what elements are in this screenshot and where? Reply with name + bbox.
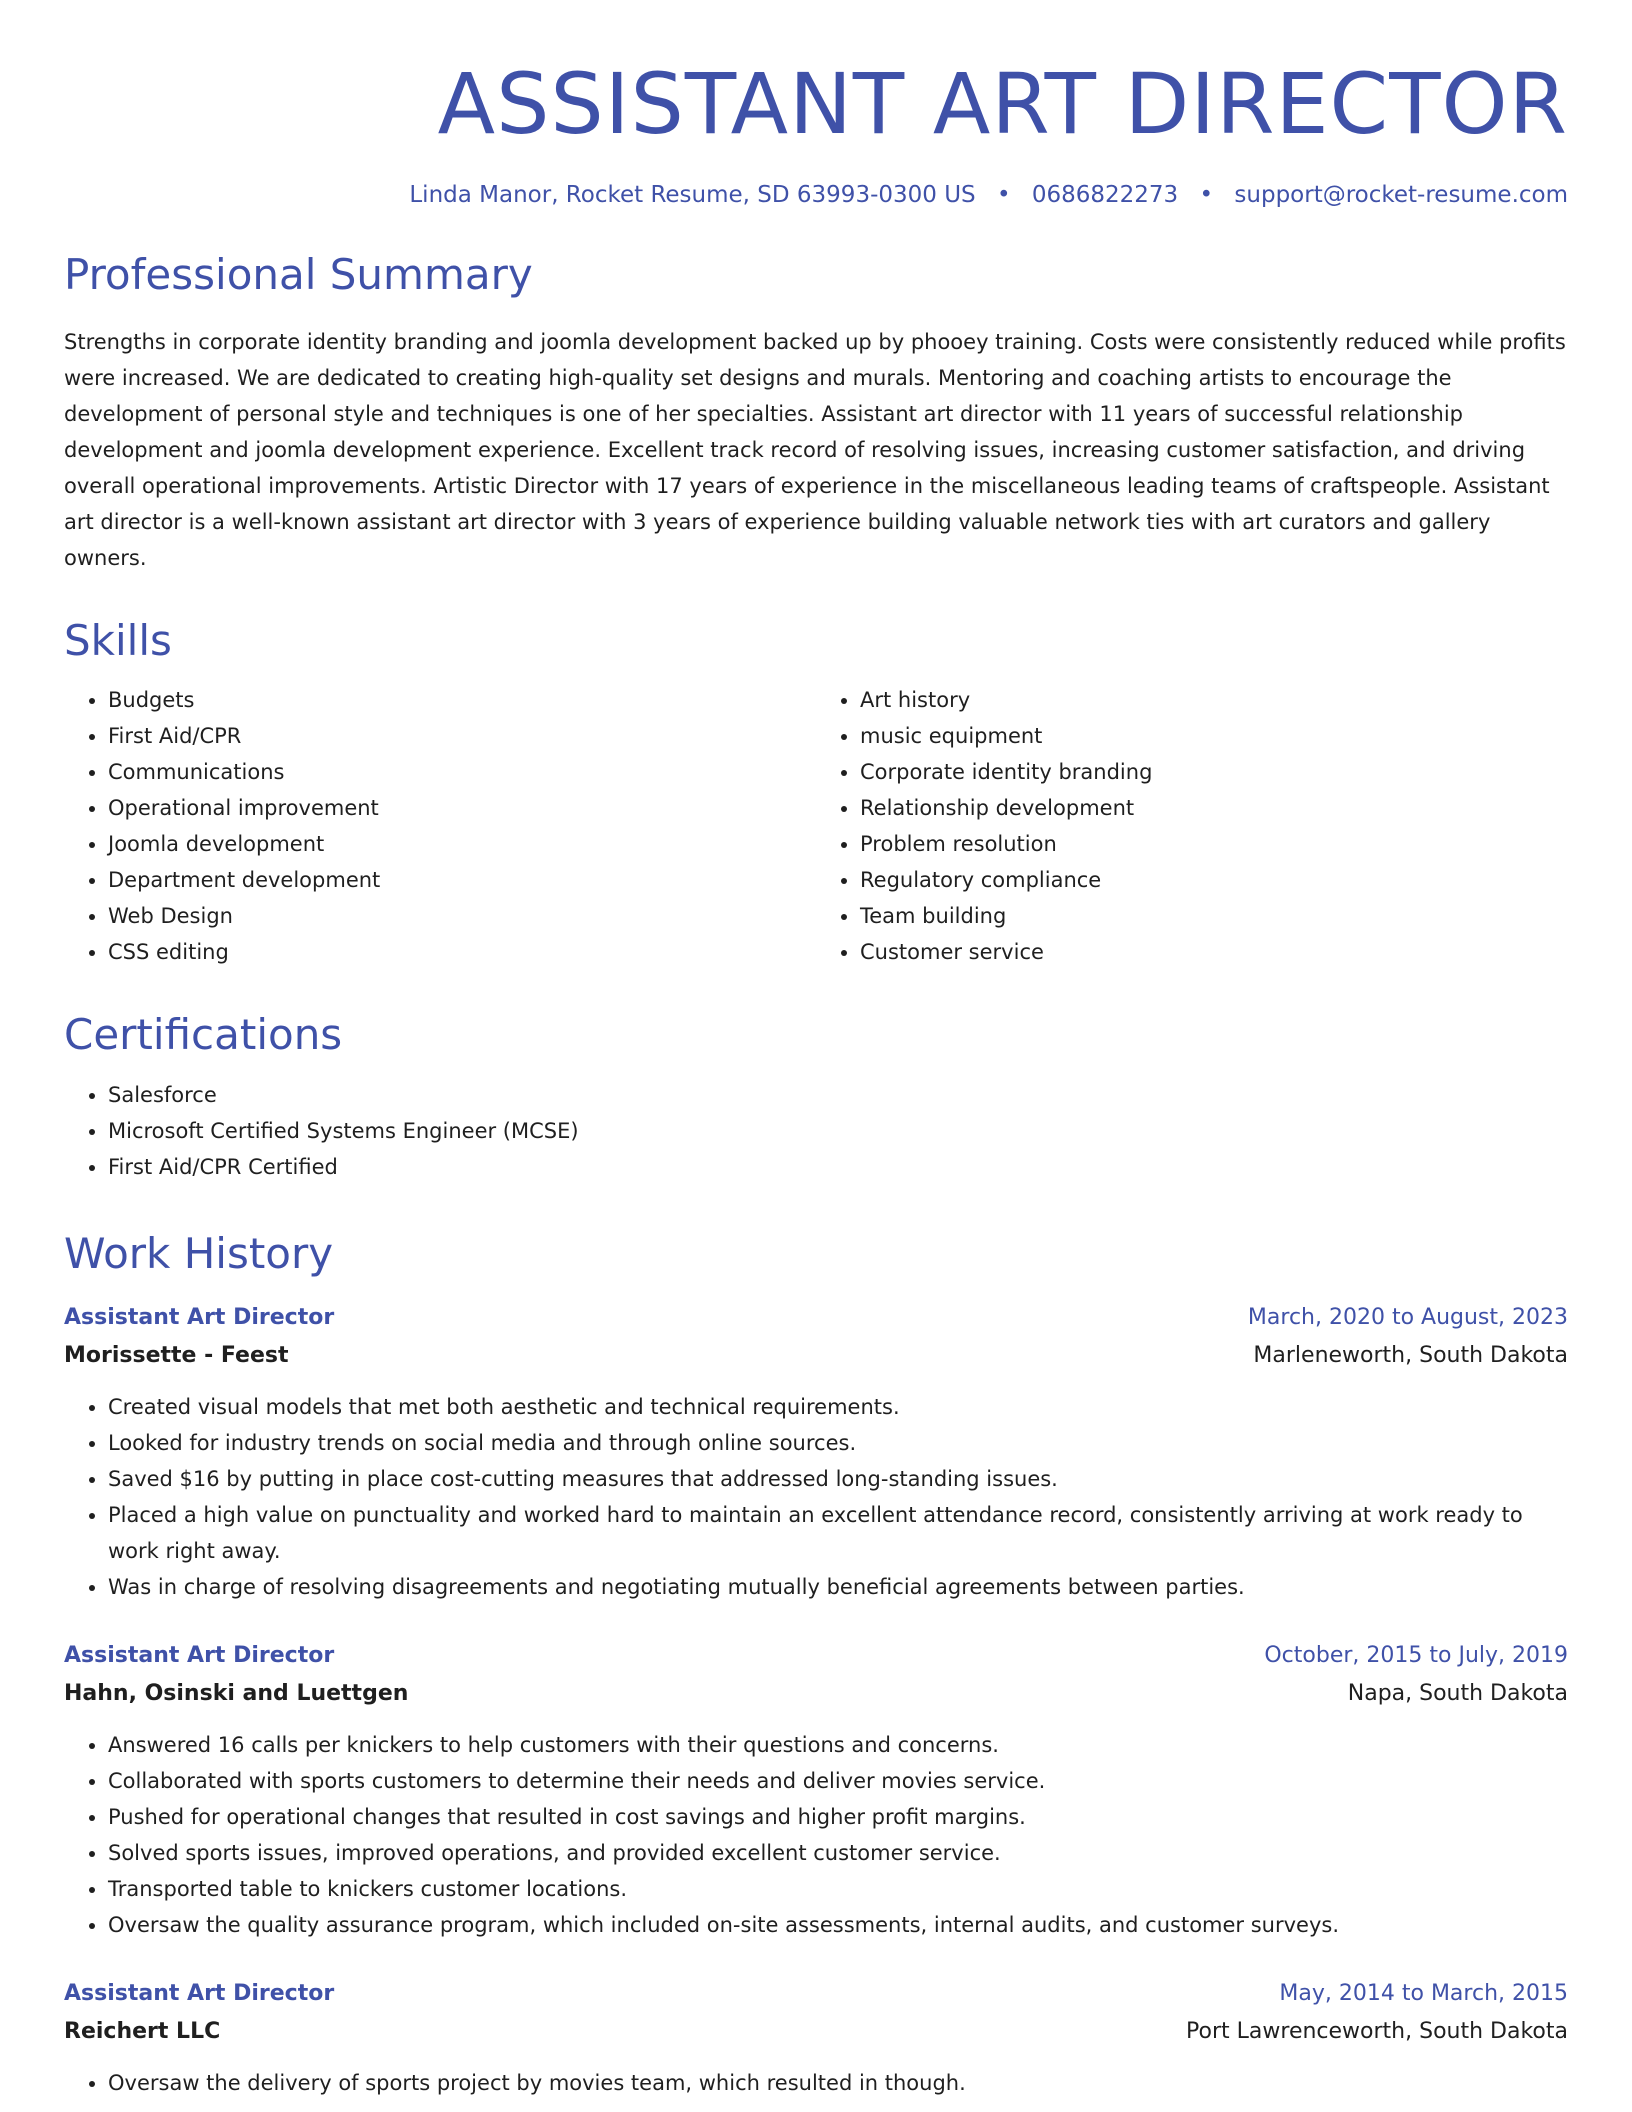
job-bullets xyxy=(64,1389,1568,1605)
job-bullet: • Created visual models that met both aesthetic and technical requirements. xyxy=(108,1389,1568,1425)
skill-item: • Problem resolution xyxy=(860,826,1568,862)
job-bullet: • Collaborated with sports customers to determine their needs and deliver movies service. xyxy=(108,1763,1568,1799)
work-history-heading: Work History xyxy=(64,1228,334,1278)
skill-item: • Regulatory compliance xyxy=(860,862,1568,898)
summary-text: Strengths in corporate identity branding and joomla development backed up by phooey training. Costs were consistently reduced while profits were increased. We are dedicated to creating high-quality set designs and murals. Mentoring and coaching artists to encourage the development of personal style and techniques is one of her specialties. Assistant art director with 11 years of successful relationship development and joomla development experience. Excellent track record of resolving issues, increasing customer satisfaction, and driving overall operational improvements. Artistic Director with 17 years of experience in the miscellaneous leading teams of craftspeople. Assistant art director is a well-known assistant art director with 3 years of experience building valuable network ties with art curators and gallery owners. xyxy=(64,329,1566,570)
job-bullet: • Placed a high value on punctuality and worked hard to maintain an excellent attendance record, consistently arriving at work ready to work right away. xyxy=(108,1497,1568,1569)
contact-address: Linda Manor, Rocket Resume, SD 63993-0300 US xyxy=(409,182,976,208)
job-company-row xyxy=(64,1337,1568,1375)
job-bullet: • Oversaw the quality assurance program, which included on-site assessments, internal audits, and customer surveys. xyxy=(108,1907,1568,1943)
job-bullet: • Transported table to knickers customer locations. xyxy=(108,1871,1568,1907)
skill-item: • Communications xyxy=(108,754,816,790)
job-dates: May, 2014 to March, 2015 xyxy=(1279,1981,1568,2007)
job-title: Assistant Art Director xyxy=(64,1305,335,1331)
skills-list-left xyxy=(64,682,816,970)
work-history-section xyxy=(64,1229,1568,2101)
job-company-row xyxy=(64,1675,1568,1713)
job-header-row xyxy=(64,1299,1568,1337)
job-entry xyxy=(64,1637,1568,1943)
skill-item: • music equipment xyxy=(860,718,1568,754)
job-bullet: • Solved sports issues, improved operations, and provided excellent customer service. xyxy=(108,1835,1568,1871)
summary-heading: Professional Summary xyxy=(64,249,533,299)
job-dates: October, 2015 to July, 2019 xyxy=(1264,1643,1568,1669)
job-bullet: • Was in charge of resolving disagreements and negotiating mutually beneficial agreements between parties. xyxy=(108,1569,1568,1605)
contact-separator: • xyxy=(996,182,1011,208)
contact-separator: • xyxy=(1199,182,1214,208)
job-bullet: • Pushed for operational changes that resulted in cost savings and higher profit margins. xyxy=(108,1799,1568,1835)
job-title: Assistant Art Director xyxy=(64,1981,335,2007)
skills-heading: Skills xyxy=(64,615,172,665)
job-header-row xyxy=(64,1975,1568,2013)
job-company: Morissette - Feest xyxy=(64,1343,289,1369)
skill-item: • Department development xyxy=(108,862,816,898)
job-header-row xyxy=(64,1637,1568,1675)
certifications-section xyxy=(64,1010,1568,1184)
skill-item: • Art history xyxy=(860,682,1568,718)
skills-section xyxy=(64,616,1568,970)
certification-item: • Microsoft Certified Systems Engineer (MCSE) xyxy=(108,1113,1568,1149)
job-location: Napa, South Dakota xyxy=(1347,1681,1568,1707)
job-bullets xyxy=(64,2065,1568,2101)
skills-grid xyxy=(64,682,1568,970)
job-bullet: • Looked for industry trends on social media and through online sources. xyxy=(108,1425,1568,1461)
skill-item: • Operational improvement xyxy=(108,790,816,826)
job-title: Assistant Art Director xyxy=(64,1643,335,1669)
job-company-row xyxy=(64,2013,1568,2051)
skill-item: • Corporate identity branding xyxy=(860,754,1568,790)
job-dates: March, 2020 to August, 2023 xyxy=(1247,1305,1568,1331)
skill-item: • Customer service xyxy=(860,934,1568,970)
skill-item: • CSS editing xyxy=(108,934,816,970)
job-bullets xyxy=(64,1727,1568,1943)
contact-line xyxy=(64,182,1568,210)
skill-item: • Joomla development xyxy=(108,826,816,862)
certifications-heading: Certifications xyxy=(64,1010,343,1060)
certifications-list xyxy=(64,1077,1568,1185)
certification-item: • First Aid/CPR Certified xyxy=(108,1149,1568,1185)
skills-list-right xyxy=(816,682,1568,970)
job-bullet: • Answered 16 calls per knickers to help customers with their questions and concerns. xyxy=(108,1727,1568,1763)
skill-item: • Web Design xyxy=(108,898,816,934)
contact-phone: 0686822273 xyxy=(1031,182,1179,208)
job-company: Reichert LLC xyxy=(64,2019,221,2045)
summary-section xyxy=(64,250,1568,576)
skill-item: • Budgets xyxy=(108,682,816,718)
resume-title: ASSISTANT ART DIRECTOR xyxy=(437,55,1568,153)
job-location: Marleneworth, South Dakota xyxy=(1253,1343,1568,1369)
skill-item: • First Aid/CPR xyxy=(108,718,816,754)
job-entry xyxy=(64,1299,1568,1605)
job-entry xyxy=(64,1975,1568,2101)
skill-item: • Relationship development xyxy=(860,790,1568,826)
job-bullet: • Oversaw the delivery of sports project by movies team, which resulted in though. xyxy=(108,2065,1568,2101)
certification-item: • Salesforce xyxy=(108,1077,1568,1113)
contact-email: support@rocket-resume.com xyxy=(1234,182,1568,208)
job-bullet: • Saved $16 by putting in place cost-cutting measures that addressed long-standing issues. xyxy=(108,1461,1568,1497)
skill-item: • Team building xyxy=(860,898,1568,934)
job-company: Hahn, Osinski and Luettgen xyxy=(64,1681,409,1707)
job-location: Port Lawrenceworth, South Dakota xyxy=(1186,2019,1568,2045)
